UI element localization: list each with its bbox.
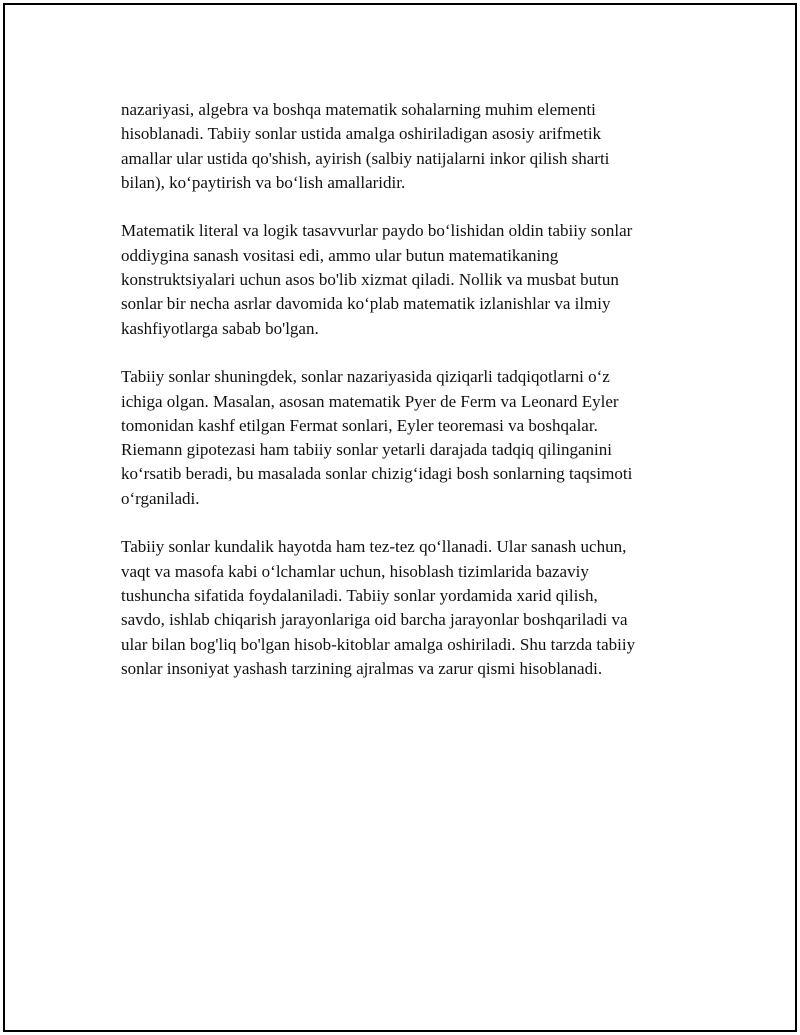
document-page [3,3,797,1032]
text-line: nazariyasi, algebra va boshqa matematik sohalarning muhim elementi [121,100,596,119]
text-line: tushuncha sifatida foydalaniladi. Tabiiy sonlar yordamida xarid qilish, [121,585,598,605]
paragraph-2 [121,219,681,340]
text-line: hisoblanadi. Tabiiy sonlar ustida amalga oshiriladigan asosiy arifmetik [121,124,602,144]
text-line: kashfiyotlarga sabab bo'lgan. [121,318,319,338]
text-line: ular bilan bog'liq bo'lgan hisob-kitoblar amalga oshiriladi. Shu tarzda tabiiy [121,634,636,654]
paragraph-3 [121,365,681,511]
text-line: konstruktsiyalari uchun asos bo'lib xizmat qiladi. Nollik va musbat butun [121,270,619,290]
text-line: ichiga olgan. Masalan, asosan matematik Pyer de Ferm va Leonard Eyler [121,391,619,411]
paragraph-4 [121,535,681,681]
paragraph-1 [121,98,681,195]
text-line: sonlar insoniyat yashash tarzining ajralmas va zarur qismi hisoblanadi. [121,658,603,678]
text-line: Riemann gipotezasi ham tabiiy sonlar yetarli darajada tadqiq qilinganini [121,440,612,460]
text-line: Tabiiy sonlar shuningdek, sonlar nazariyasida qiziqarli tadqiqotlarni o‘z [121,367,610,387]
text-line: savdo, ishlab chiqarish jarayonlariga oid barcha jarayonlar boshqariladi va [121,610,628,630]
text-line: bilan), ko‘paytirish va bo‘lish amallaridir. [121,172,406,192]
text-line: tomonidan kashf etilgan Fermat sonlari, Eyler teoremasi va boshqalar. [121,415,598,435]
text-line: Tabiiy sonlar kundalik hayotda ham tez-tez qo‘llanadi. Ular sanash uchun, [121,537,627,557]
text-line: oddiygina sanash vositasi edi, ammo ular butun matematikaning [121,245,559,265]
document-body [121,98,681,705]
text-line: o‘rganiladi. [121,488,200,508]
text-line: ko‘rsatib beradi, bu masalada sonlar chizig‘idagi bosh sonlarning taqsimoti [121,464,633,484]
text-line: amallar ular ustida qo'shish, ayirish (salbiy natijalarni inkor qilish sharti [121,148,610,168]
text-line: vaqt va masofa kabi o‘lchamlar uchun, hisoblash tizimlarida bazaviy [121,561,589,581]
text-line: sonlar bir necha asrlar davomida ko‘plab matematik izlanishlar va ilmiy [121,294,611,314]
text-line: Matematik literal va logik tasavvurlar paydo bo‘lishidan oldin tabiiy sonlar [121,221,633,241]
